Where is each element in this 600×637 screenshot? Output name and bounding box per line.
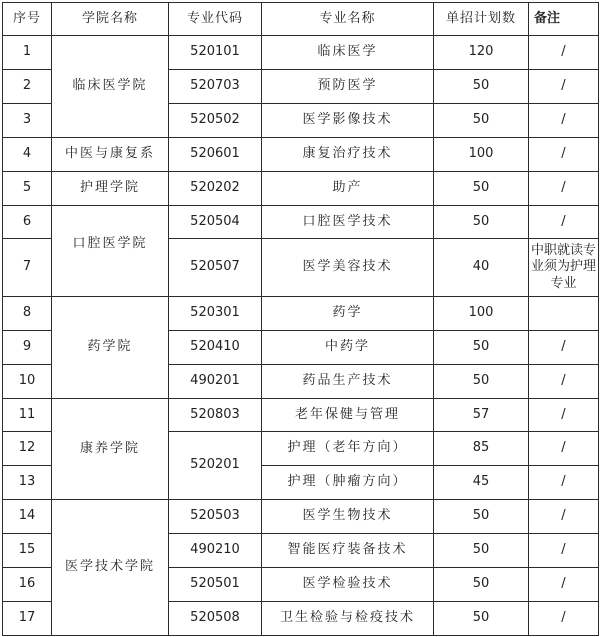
seq-cell: 13 [3,466,52,500]
note-cell: / [529,104,599,138]
seq-cell: 10 [3,365,52,399]
code-cell: 520501 [169,568,262,602]
college-cell: 护理学院 [52,172,169,206]
major-cell: 护理（老年方向） [262,432,434,466]
college-cell: 临床医学院 [52,36,169,138]
seq-cell: 9 [3,331,52,365]
plan-cell: 50 [434,70,529,104]
plan-cell: 100 [434,138,529,172]
seq-cell: 8 [3,297,52,331]
note-cell: / [529,602,599,636]
header-code: 专业代码 [169,3,262,36]
seq-cell: 1 [3,36,52,70]
table-row [3,399,599,432]
code-cell: 520503 [169,500,262,534]
seq-cell: 5 [3,172,52,206]
note-cell: / [529,70,599,104]
plan-cell: 50 [434,568,529,602]
note-cell: / [529,206,599,239]
plan-cell: 50 [434,365,529,399]
plan-cell: 40 [434,239,529,297]
plan-cell: 50 [434,206,529,239]
note-cell: / [529,36,599,70]
table-row [3,36,599,70]
note-cell: / [529,365,599,399]
note-cell: / [529,500,599,534]
code-cell: 490210 [169,534,262,568]
college-cell: 中医与康复系 [52,138,169,172]
seq-cell: 2 [3,70,52,104]
seq-cell: 15 [3,534,52,568]
major-cell: 医学影像技术 [262,104,434,138]
seq-cell: 3 [3,104,52,138]
code-cell: 520703 [169,70,262,104]
note-cell: / [529,331,599,365]
note-cell: / [529,172,599,206]
seq-cell: 14 [3,500,52,534]
plan-cell: 57 [434,399,529,432]
seq-cell: 11 [3,399,52,432]
plan-cell: 50 [434,602,529,636]
table-row [3,138,599,172]
note-cell: / [529,138,599,172]
note-cell: / [529,466,599,500]
college-cell: 药学院 [52,297,169,399]
code-cell: 520502 [169,104,262,138]
college-cell: 康养学院 [52,399,169,500]
code-cell: 520504 [169,206,262,239]
code-cell: 520508 [169,602,262,636]
seq-cell: 7 [3,239,52,297]
table-row [3,206,599,239]
header-major: 专业名称 [262,3,434,36]
major-cell: 智能医疗装备技术 [262,534,434,568]
note-cell: / [529,399,599,432]
seq-cell: 17 [3,602,52,636]
major-cell: 护理（肿瘤方向） [262,466,434,500]
code-cell: 520101 [169,36,262,70]
header-row [3,3,599,36]
note-cell [529,297,599,331]
table-row [3,500,599,534]
plan-cell: 50 [434,331,529,365]
major-cell: 预防医学 [262,70,434,104]
plan-cell: 85 [434,432,529,466]
major-cell: 康复治疗技术 [262,138,434,172]
seq-cell: 12 [3,432,52,466]
plan-cell: 50 [434,104,529,138]
major-cell: 医学检验技术 [262,568,434,602]
code-cell: 520301 [169,297,262,331]
seq-cell: 4 [3,138,52,172]
major-cell: 临床医学 [262,36,434,70]
major-cell: 老年保健与管理 [262,399,434,432]
major-cell: 卫生检验与检疫技术 [262,602,434,636]
header-plan: 单招计划数 [434,3,529,36]
code-cell: 490201 [169,365,262,399]
table-row [3,297,599,331]
major-cell: 医学美容技术 [262,239,434,297]
seq-cell: 6 [3,206,52,239]
enrollment-plan-table [2,2,599,636]
note-cell: / [529,534,599,568]
code-cell: 520507 [169,239,262,297]
college-cell: 医学技术学院 [52,500,169,636]
college-cell: 口腔医学院 [52,206,169,297]
table-row [3,172,599,206]
major-cell: 药品生产技术 [262,365,434,399]
note-cell: 中职就读专业须为护理专业 [529,239,599,297]
major-cell: 药学 [262,297,434,331]
code-cell: 520803 [169,399,262,432]
code-cell: 520601 [169,138,262,172]
major-cell: 中药学 [262,331,434,365]
plan-cell: 50 [434,534,529,568]
header-note: 备注 [529,3,599,36]
major-cell: 医学生物技术 [262,500,434,534]
code-cell: 520201 [169,432,262,500]
plan-cell: 100 [434,297,529,331]
seq-cell: 16 [3,568,52,602]
code-cell: 520410 [169,331,262,365]
plan-cell: 50 [434,500,529,534]
header-college: 学院名称 [52,3,169,36]
code-cell: 520202 [169,172,262,206]
plan-cell: 50 [434,172,529,206]
note-cell: / [529,568,599,602]
note-cell: / [529,432,599,466]
major-cell: 口腔医学技术 [262,206,434,239]
plan-cell: 120 [434,36,529,70]
header-seq: 序号 [3,3,52,36]
plan-cell: 45 [434,466,529,500]
major-cell: 助产 [262,172,434,206]
